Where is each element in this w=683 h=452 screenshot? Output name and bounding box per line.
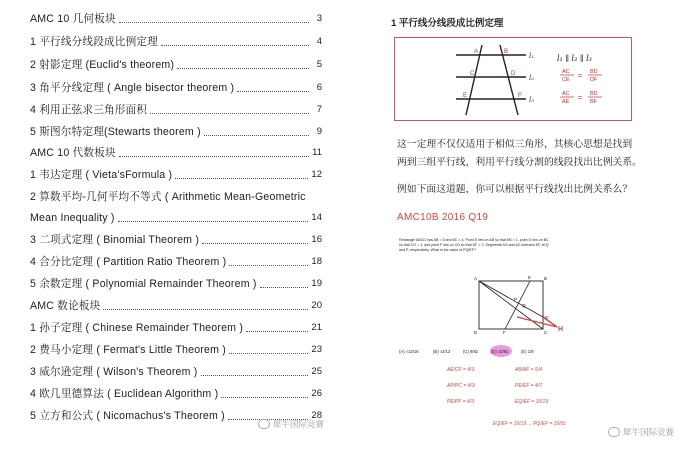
svg-text:AC: AC [562, 91, 570, 97]
problem-text-1: Rectangle ABCD has AB = 5 and BC = 4. Point E lies on AB so that EB = 1, point G lies on BC [399, 238, 549, 242]
point-f: F [503, 330, 506, 335]
work-right-3: EQ/EF = 10/19 [515, 399, 549, 405]
choice-c: (C) 9/82 [463, 349, 479, 354]
toc-row[interactable]: AMC 10 代数板块 11 [30, 147, 322, 159]
wechat-icon [258, 419, 270, 429]
problem-source-label: AMC10B 2016 Q19 [397, 212, 489, 223]
point-b: B [544, 276, 548, 281]
work-left-3: PE/PF = 4/3 [447, 399, 475, 405]
point-q: Q [522, 303, 526, 308]
leader-dots [119, 155, 309, 157]
leader-dots [246, 330, 308, 332]
toc-row[interactable]: AMC 数论板块 20 [30, 300, 322, 312]
leader-dots [118, 220, 309, 222]
toc-row[interactable]: Mean Inequality ) 14 [30, 212, 322, 224]
leader-dots [221, 396, 308, 398]
leader-dots [229, 264, 308, 266]
svg-text:=: = [578, 95, 583, 102]
label-l3: l₃ [529, 96, 535, 104]
problem-text-2: so that CG = 1, and point F lies on CD so that DF = 2. Segments AG and AC intersect EF at Q [399, 243, 549, 247]
point-p: P [514, 297, 518, 302]
svg-text:BD: BD [590, 91, 598, 97]
work-left-1: AE/CF = 4/3 [447, 367, 475, 373]
point-b: B [504, 49, 509, 55]
work-bottom: EQ/EF = 10/19 ... PQ/EF = 10/91 [493, 421, 567, 427]
work-left-2: AP/PC = 4/3 [447, 383, 475, 389]
leader-dots [202, 242, 308, 244]
point-e: E [463, 93, 468, 99]
question-prompt: 例如下面这道题，你可以根据平行线找出比例关系么？ [397, 184, 633, 195]
toc-row[interactable]: AMC 10 几何板块 3 [30, 13, 322, 25]
toc-row[interactable]: 4 合分比定理 ( Partition Ratio Theorem ) 18 [30, 256, 322, 268]
toc-row[interactable]: 1 韦达定理 ( Vieta'sFormula ) 12 [30, 169, 322, 181]
leader-dots [175, 177, 308, 179]
leader-dots [119, 21, 309, 23]
point-g: G [545, 315, 549, 320]
label-l2: l₂ [529, 74, 535, 82]
point-a: A [474, 276, 478, 281]
section-title: 1 平行线分线段成比例定理 [391, 18, 504, 29]
amc-problem-image [397, 235, 585, 435]
svg-text:BF: BF [590, 99, 598, 105]
svg-text:BD: BD [590, 69, 598, 75]
table-of-contents [0, 0, 330, 452]
point-a: A [474, 49, 479, 55]
toc-row[interactable]: 5 立方和公式 ( Nicomachus's Theorem ) 28 [30, 410, 322, 422]
work-right-1: AB/AF = 5/4 [515, 367, 543, 373]
watermark: 犀牛国际竞赛 [258, 418, 324, 430]
leader-dots [103, 308, 308, 310]
toc-row[interactable]: 2 费马小定理 ( Fermat's Little Theorem ) 23 [30, 344, 322, 356]
toc-row[interactable]: 3 角平分线定理 ( Angle bisector theorem ) 6 [30, 82, 322, 94]
toc-row[interactable]: 2 射影定理 (Euclid's theorem) 5 [30, 59, 322, 71]
toc-row[interactable]: 2 算数平均-几何平均不等式 ( Arithmetic Mean-Geometric [30, 191, 306, 203]
choice-b: (B) √2/13 [433, 349, 451, 354]
point-c: C [544, 330, 548, 335]
leader-dots [177, 67, 309, 69]
toc-row[interactable]: 3 威尔逊定理 ( Wilson's Theorem ) 25 [30, 366, 322, 378]
choice-a: (A) √13/16 [399, 349, 419, 354]
point-h: H [558, 326, 564, 333]
work-right-2: PE/EF = 4/7 [515, 383, 543, 389]
toc-row[interactable]: 5 斯图尔特定理(Stewarts theorem ) 9 [30, 126, 322, 138]
parallel-note: l₁ ∥ l₂ ∥ l₃ [557, 54, 592, 63]
toc-row[interactable]: 4 利用正弦求三角形面积 7 [30, 104, 322, 116]
svg-text:DF: DF [590, 77, 598, 83]
point-c: C [470, 71, 475, 77]
toc-row[interactable]: 4 欧几里德算法 ( Euclidean Algorithm ) 26 [30, 388, 322, 400]
svg-text:AE: AE [562, 99, 570, 105]
point-e: E [528, 275, 532, 280]
problem-background [397, 235, 585, 435]
leader-dots [201, 374, 309, 376]
parallel-lines-diagram [394, 37, 632, 121]
svg-text:AC: AC [562, 69, 570, 75]
leader-dots [237, 90, 309, 92]
leader-dots [204, 134, 309, 136]
label-l1: l₁ [529, 52, 535, 60]
explanation-line-1: 这一定理不仅仅适用于相似三角形，其核心思想是找到 [397, 139, 633, 150]
choice-e: (E) 1/9 [521, 349, 534, 354]
svg-text:CE: CE [562, 77, 570, 83]
problem-text-3: and P, respectively. What is the value of PQ/EF? [399, 248, 476, 252]
svg-text:=: = [578, 73, 583, 80]
leader-dots [150, 112, 309, 114]
watermark: 犀牛国际竞赛 [608, 426, 674, 438]
choice-d: (D) 10/91 [491, 349, 509, 354]
explanation-line-2: 两到三组平行线，利用平行线分割的线段找出比例关系。 [397, 157, 642, 168]
point-d: D [511, 71, 516, 77]
point-d: D [474, 330, 478, 335]
toc-row[interactable]: 1 孙子定理 ( Chinese Remainder Theorem ) 21 [30, 322, 322, 334]
wechat-icon [608, 427, 620, 437]
leader-dots [161, 44, 309, 46]
toc-row[interactable]: 5 余数定理 ( Polynomial Remainder Theorem ) 19 [30, 278, 322, 290]
point-f: F [518, 93, 522, 99]
toc-row[interactable]: 3 二项式定理 ( Binomial Theorem ) 16 [30, 234, 322, 246]
toc-row[interactable]: 1 平行线分线段成比例定理 4 [30, 36, 322, 48]
leader-dots [229, 352, 308, 354]
leader-dots [260, 286, 309, 288]
